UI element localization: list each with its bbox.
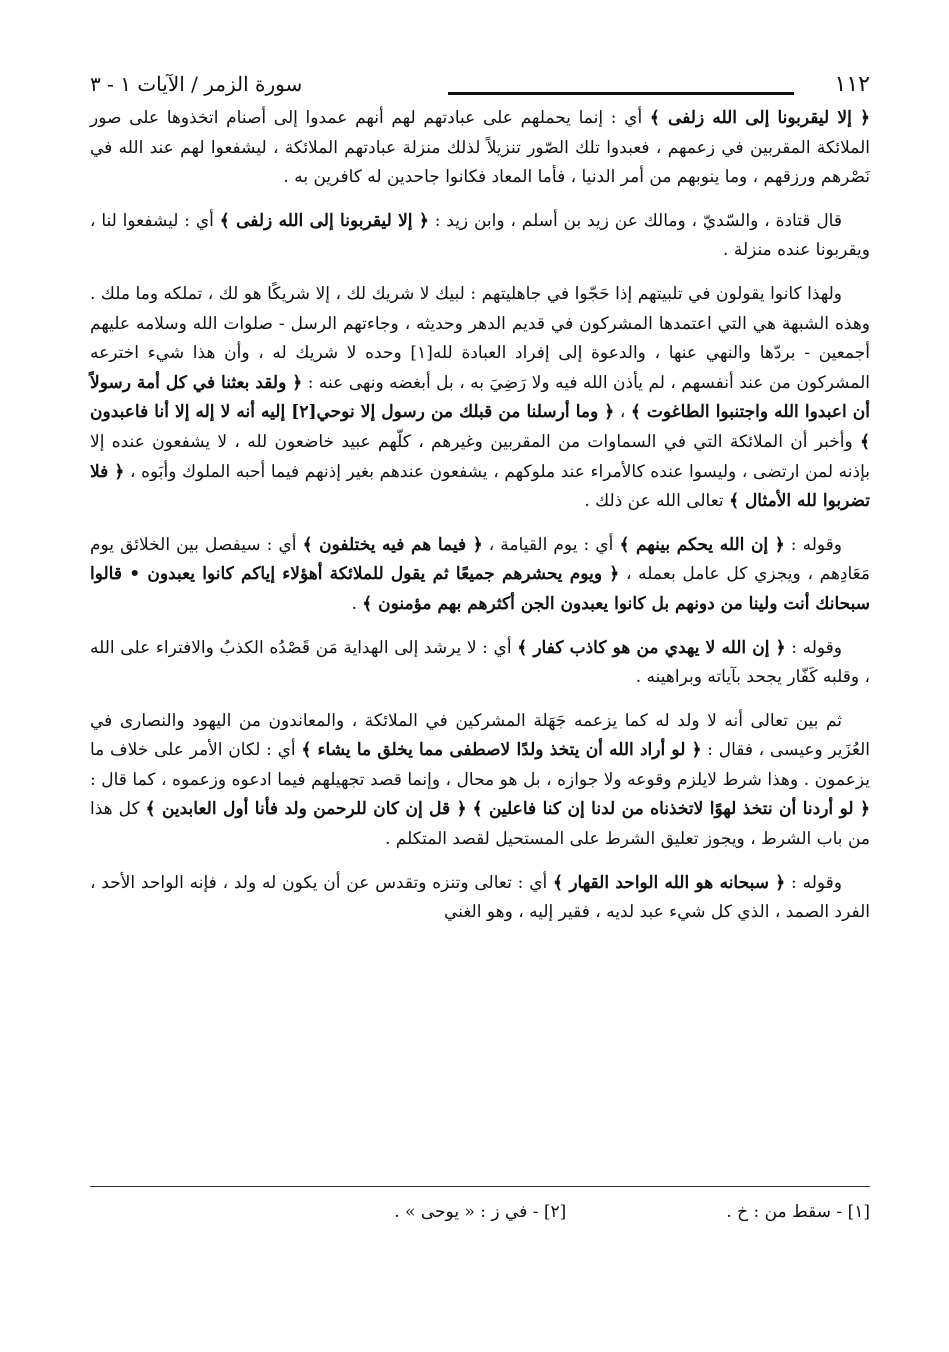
page-body xyxy=(90,70,870,942)
quran-quote: ﴿ إن الله يحكم بينهم ﴾ xyxy=(619,534,785,555)
text-segment: أي : لا يرشد إلى الهداية مَن قَصْدُه الكذبُ والافتراء على الله ، وقلبه كَفّار يجحد بآياته وبراهينه . xyxy=(90,637,870,688)
paragraph xyxy=(90,207,870,266)
quran-quote: ﴿ قل إن كان للرحمن ولد فأنا أول العابدين ﴾ xyxy=(145,799,467,820)
quran-quote: ﴿ إلا ليقربونا إلى الله زلفى ﴾ xyxy=(649,108,870,128)
text-segment: أي : إنما يحملهم على عبادتهم لهم أنهم عمدوا إلى أصنام اتخذوها على صور الملائكة المقربين في زعمهم ، فعبدوا تلك الصّور تنزيلاً لذلك منزلة عبادتهم الملائكة ، ليشفعوا لهم عند الله في نَصْرهم ورزقهم ، وما ينوبهم من أمر الدنيا ، فأما المعاد فكانوا جاحدين له كافرين به . xyxy=(90,108,870,188)
text-segment: وأخبر أن الملائكة التي في السماوات من المقربين وغيرهم ، كلّهم عبيد خاضعون لله ، لا يشفعون عنده إلا بإذنه لمن ارتضى ، وليسوا عنده كالأمراء عند ملوكهم ، يشفعون عندهم بغير إذنهم فيما أحبه الملوك وأبَوه ، xyxy=(90,431,870,482)
paragraph xyxy=(90,531,870,620)
text-segment: تعالى الله عن ذلك . xyxy=(584,491,730,512)
paragraph xyxy=(90,104,870,193)
text-segment: . xyxy=(351,593,363,614)
running-title: سورة الزمر / الآيات ١ - ٣ xyxy=(90,72,303,96)
running-head xyxy=(90,70,870,104)
text-segment: قال قتادة ، والسّديّ ، ومالك عن زيد بن أسلم ، وابن زيد : xyxy=(428,210,842,231)
quran-quote: ﴿ ويوم يحشرهم جميعًا ثم يقول للملائكة أهؤلاء إياكم كانوا يعبدون • قالوا سبحانك أنت ولينا من دونهم بل كانوا يعبدون الجن أكثرهم بهم مؤمنون ﴾ xyxy=(90,564,870,614)
quran-quote: ﴿ لو أردنا أن نتخذ لهوًا لاتخذناه من لدنا إن كنا فاعلين ﴾ xyxy=(472,799,871,820)
footnote-2: [٢] - في ز : « يوحى » . xyxy=(394,1202,567,1222)
text-segment: أي : يوم القيامة ، xyxy=(482,534,620,555)
page-number: ١١٢ xyxy=(834,72,870,97)
text-segment: وقوله : xyxy=(785,872,843,893)
quran-quote: ﴿ وما أرسلنا من قبلك من رسول إلا نوحي[٢] إليه أنه لا إله إلا أنا فاعبدون ﴾ xyxy=(90,402,870,452)
text-segment: كل هذا من باب الشرط ، ويجوز تعليق الشرط على المستحيل لقصد المتكلم . xyxy=(90,799,870,850)
quran-quote: ﴿ إلا ليقربونا إلى الله زلفى ﴾ xyxy=(219,210,429,231)
quran-quote: ﴿ سبحانه هو الله الواحد القهار ﴾ xyxy=(553,872,786,893)
footnotes xyxy=(90,1202,870,1222)
quran-quote: ﴿ إن الله لا يهدي من هو كاذب كفار ﴾ xyxy=(517,637,786,658)
text-segment: أي : تعالى وتنزه وتقدس عن أن يكون له ولد ، فإنه الواحد الأحد ، الفرد الصمد ، الذي كل شيء عبد لديه ، فقير إليه ، وهو الغني xyxy=(90,872,870,923)
footnote-1: [١] - سقط من : خ . xyxy=(726,1202,870,1222)
quran-quote: ﴿ لو أراد الله أن يتخذ ولدًا لاصطفى مما يخلق ما يشاء ﴾ xyxy=(301,740,702,761)
paragraph xyxy=(90,634,870,693)
footnote-rule xyxy=(90,1186,870,1187)
text-segment: ثم بين تعالى أنه لا ولد له كما يزعمه جَهَلة المشركين في الملائكة ، والمعاندون من اليهود والنصارى في العُزَير وعيسى ، فقال : xyxy=(90,710,870,761)
main-text xyxy=(90,104,870,928)
quran-quote: ﴿ فيما هم فيه يختلفون ﴾ xyxy=(302,534,483,555)
quran-quote: ﴿ فلا تضربوا لله الأمثال ﴾ xyxy=(90,461,870,512)
text-segment: وقوله : xyxy=(785,637,842,658)
paragraph xyxy=(90,869,870,928)
paragraph xyxy=(90,280,870,517)
text-segment: ، xyxy=(614,402,631,423)
text-segment: أي : سيفصل بين الخلائق يوم مَعَادِهم ، ويجزي كل عامل بعمله ، xyxy=(90,534,870,585)
header-rule xyxy=(448,92,794,95)
text-segment: أي : ليشفعوا لنا ، ويقربونا عنده منزلة . xyxy=(90,210,870,261)
quran-quote: ﴿ ولقد بعثنا في كل أمة رسولاً أن اعبدوا الله واجتنبوا الطاغوت ﴾ xyxy=(90,372,870,423)
paragraph xyxy=(90,707,870,855)
text-segment: ولهذا كانوا يقولون في تلبيتهم إذا حَجّوا في جاهليتهم : لبيك لا شريك لك ، إلا شريكًا هو لك ، تملكه وما ملك . وهذه الشبهة هي التي اعتمدها المشركون في قديم الدهر وحديثه ، وجاءتهم الرسل - صلوات الله وسلامه عليهم أجمعين - بردّها والنهي عنها ، والدعوة إلى إفراد العبادة لله[١] وحده لا شريك له ، وأن هذا شيء اخترعه المشركون من عند أنفسهم ، لم يأذن الله فيه ولا رَضِيَ به ، بل أبغضه ونهى عنه : xyxy=(90,283,870,393)
text-segment: أي : لكان الأمر على خلاف ما يزعمون . وهذا شرط لايلزم وقوعه ولا جوازه ، بل هو محال ، وإنما قصد تجهيلهم فيما ادعوه وزعموه ، كما قال : xyxy=(90,740,870,790)
text-segment: وقوله : xyxy=(784,534,842,555)
